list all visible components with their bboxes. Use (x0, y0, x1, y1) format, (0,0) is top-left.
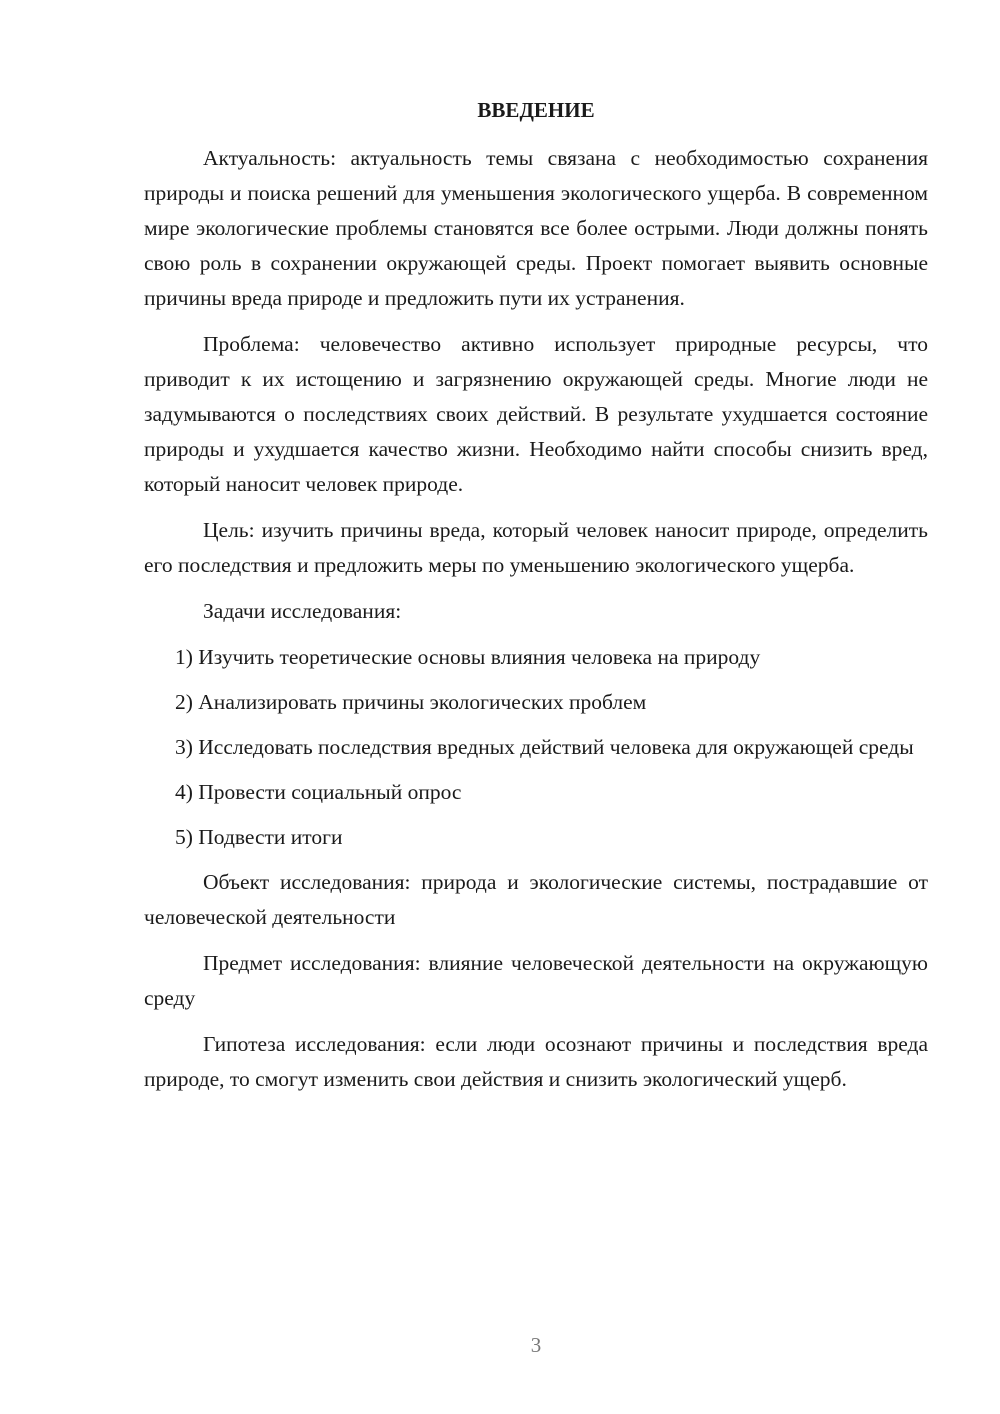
relevance-paragraph: Актуальность: актуальность темы связана с необходимостью сохранения природы и поиска решений для уменьшения экологического ущерба. В современном мире экологические проблемы становятся все более острыми. Люди должны понять свою роль в сохранении окружающей среды. Проект помогает выявить основные причины вреда природе и предложить пути их устранения. (144, 146, 928, 310)
task-item: 4) Провести социальный опрос (175, 780, 462, 804)
task-item: 1) Изучить теоретические основы влияния человека на природу (175, 645, 761, 669)
page-number: 3 (530, 1333, 542, 1357)
section-title: ВВЕДЕНИЕ (477, 98, 595, 122)
task-item: 2) Анализировать причины экологических проблем (175, 690, 647, 714)
document-body (144, 93, 928, 1108)
task-item: 5) Подвести итоги (175, 825, 343, 849)
problem-paragraph: Проблема: человечество активно использует природные ресурсы, что приводит к их истощению и загрязнению окружающей среды. Многие люди не задумываются о последствиях своих действий. В результате ухудшается состояние природы и ухудшается качество жизни. Необходимо найти способы снизить вред, который наносит человек природе. (144, 332, 928, 496)
tasks-heading: Задачи исследования: (203, 599, 402, 623)
task-item: 3) Исследовать последствия вредных действий человека для окружающей среды (175, 735, 914, 759)
object-paragraph: Объект исследования: природа и экологические системы, пострадавшие от человеческой деятельности (144, 870, 928, 929)
goal-paragraph: Цель: изучить причины вреда, который человек наносит природе, определить его последствия и предложить меры по уменьшению экологического ущерба. (144, 518, 928, 577)
hypothesis-paragraph: Гипотеза исследования: если люди осознают причины и последствия вреда природе, то смогут изменить свои действия и снизить экологический ущерб. (144, 1032, 928, 1091)
subject-paragraph: Предмет исследования: влияние человеческой деятельности на окружающую среду (144, 951, 928, 1010)
